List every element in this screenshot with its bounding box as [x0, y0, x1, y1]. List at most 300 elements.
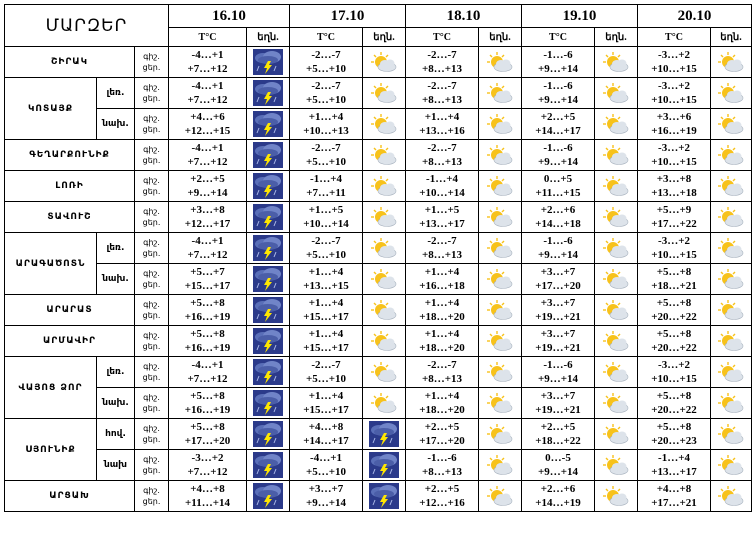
weather-cell	[711, 171, 752, 202]
weather-header: եղն.	[247, 28, 290, 47]
partly-cloudy-icon	[486, 237, 514, 259]
temp-header: T°C	[522, 28, 595, 47]
weather-cell	[363, 481, 406, 512]
day-temp: +12…+17	[184, 218, 231, 230]
night-temp: -4…+1	[191, 235, 224, 247]
partly-cloudy-icon	[486, 144, 514, 166]
day-temp: +5…+10	[305, 373, 347, 385]
night-temp: -2…-7	[427, 49, 457, 61]
weather-cell	[479, 109, 522, 140]
weather-cell	[711, 264, 752, 295]
night-temp: -1…-6	[427, 452, 457, 464]
day-temp: +13…+15	[303, 280, 349, 292]
night-label: գիշ.	[143, 114, 160, 123]
day-temp: +17…+22	[651, 218, 697, 230]
night-temp: +4…+8	[308, 421, 344, 433]
temp-cell	[638, 109, 711, 140]
night-temp: 0…+5	[543, 173, 573, 185]
day-label: ցեր.	[142, 373, 161, 382]
temp-cell	[169, 357, 247, 388]
temp-header: T°C	[290, 28, 363, 47]
forecast-table	[4, 4, 752, 512]
temp-cell	[290, 357, 363, 388]
weather-cell	[247, 264, 290, 295]
weather-cell	[595, 202, 638, 233]
partly-cloudy-icon	[370, 392, 398, 414]
temp-cell	[406, 109, 479, 140]
night-temp: +4…+8	[190, 483, 225, 495]
day-temp: +16…+19	[184, 404, 231, 416]
partly-cloudy-icon	[602, 113, 630, 135]
night-temp: -4…+1	[310, 452, 342, 464]
subregion-label: լեռ.	[97, 233, 135, 264]
temp-cell	[290, 109, 363, 140]
temp-cell	[522, 78, 595, 109]
region-name: ԼՈՌԻ	[5, 171, 135, 202]
region-row	[5, 202, 752, 233]
day-temp: +19…+21	[535, 404, 581, 416]
night-label: գիշ.	[143, 393, 160, 402]
temp-cell	[169, 202, 247, 233]
partly-cloudy-icon	[602, 361, 630, 383]
weather-cell	[479, 326, 522, 357]
partly-cloudy-icon	[717, 82, 745, 104]
partly-cloudy-icon	[717, 392, 745, 414]
night-label: գիշ.	[143, 455, 160, 464]
weather-cell	[479, 450, 522, 481]
temp-cell	[522, 47, 595, 78]
weather-cell	[247, 326, 290, 357]
day-temp: +7…+12	[187, 466, 228, 478]
night-label: գիշ.	[143, 269, 160, 278]
subregion-label: հով.	[97, 419, 135, 450]
night-temp: +2…+5	[424, 421, 460, 433]
night-temp: -4…+1	[191, 359, 224, 371]
weather-cell	[247, 109, 290, 140]
region-name: ԳԵՂԱՐՔՈՒՆԻՔ	[5, 140, 135, 171]
day-temp: +12…+15	[184, 125, 231, 137]
temp-cell	[406, 233, 479, 264]
partly-cloudy-icon	[602, 454, 630, 476]
subregion-label: նախ.	[97, 388, 135, 419]
partly-cloudy-icon	[602, 423, 630, 445]
storm-icon	[369, 452, 399, 478]
day-temp: +5…+10	[305, 156, 347, 168]
region-name: ՎԱՅՈՑ ՁՈՐ	[5, 357, 97, 419]
day-temp: +18…+20	[419, 404, 465, 416]
region-row	[5, 450, 752, 481]
night-temp: +5…+8	[656, 390, 692, 402]
region-name: ԱՐՑԱԽ	[5, 481, 135, 512]
weather-cell	[595, 47, 638, 78]
partly-cloudy-icon	[486, 485, 514, 507]
day-temp: +20…+23	[651, 435, 697, 447]
day-temp: +11…+15	[535, 187, 581, 199]
night-temp: +4…+8	[656, 483, 692, 495]
day-temp: +10…+15	[651, 373, 697, 385]
temp-cell	[638, 202, 711, 233]
partly-cloudy-icon	[717, 485, 745, 507]
day-temp: +17…+20	[419, 435, 465, 447]
night-label: գիշ.	[143, 238, 160, 247]
region-name: ՏԱՎՈՒՇ	[5, 202, 135, 233]
night-temp: +4…+6	[190, 111, 225, 123]
night-label: գիշ.	[143, 176, 160, 185]
night-temp: +1…+4	[308, 111, 344, 123]
weather-cell	[363, 140, 406, 171]
temp-header: T°C	[638, 28, 711, 47]
region-row	[5, 233, 752, 264]
day-temp: +14…+17	[303, 435, 349, 447]
partly-cloudy-icon	[370, 175, 398, 197]
temp-cell	[169, 419, 247, 450]
weather-cell	[363, 78, 406, 109]
region-name: ԱՐԱՐԱՏ	[5, 295, 135, 326]
day-temp: +11…+14	[185, 497, 230, 509]
storm-icon	[369, 421, 399, 447]
weather-cell	[711, 233, 752, 264]
day-label: ցեր.	[142, 187, 161, 196]
weather-cell	[479, 78, 522, 109]
partly-cloudy-icon	[602, 206, 630, 228]
temp-cell	[638, 264, 711, 295]
weather-cell	[363, 357, 406, 388]
weather-cell	[247, 388, 290, 419]
day-temp: +16…+19	[184, 311, 231, 323]
day-temp: +20…+22	[651, 311, 697, 323]
temp-cell	[522, 140, 595, 171]
temp-cell	[638, 388, 711, 419]
partly-cloudy-icon	[370, 299, 398, 321]
weather-cell	[247, 171, 290, 202]
temp-cell	[290, 388, 363, 419]
partly-cloudy-icon	[717, 237, 745, 259]
partly-cloudy-icon	[486, 113, 514, 135]
day-temp: +13…+17	[651, 466, 697, 478]
partly-cloudy-icon	[602, 392, 630, 414]
weather-cell	[595, 419, 638, 450]
weather-cell	[363, 450, 406, 481]
night-temp: -2…-7	[311, 142, 341, 154]
weather-cell	[363, 264, 406, 295]
temp-cell	[169, 78, 247, 109]
date-header: 16.10	[169, 5, 290, 28]
night-temp: +2…+5	[540, 111, 576, 123]
region-row	[5, 326, 752, 357]
day-temp: +7…+12	[187, 373, 228, 385]
day-label: ցեր.	[142, 156, 161, 165]
day-temp: +9…+14	[187, 187, 228, 199]
day-temp: +18…+21	[651, 280, 697, 292]
temp-cell	[638, 326, 711, 357]
weather-header: եղն.	[595, 28, 638, 47]
temp-cell	[638, 171, 711, 202]
weather-cell	[247, 78, 290, 109]
weather-cell	[479, 388, 522, 419]
partly-cloudy-icon	[602, 237, 630, 259]
temp-cell	[522, 388, 595, 419]
day-night-label	[135, 357, 169, 388]
temp-cell	[290, 202, 363, 233]
temp-cell	[406, 388, 479, 419]
subregion-label: նախ.	[97, 264, 135, 295]
day-temp: +16…+18	[419, 280, 465, 292]
storm-icon	[253, 297, 283, 323]
temp-cell	[406, 47, 479, 78]
weather-cell	[479, 419, 522, 450]
date-header: 17.10	[290, 5, 406, 28]
night-temp: +3…+7	[540, 297, 576, 309]
day-temp: +16…+19	[651, 125, 697, 137]
day-temp: +9…+14	[537, 373, 579, 385]
day-temp: +18…+22	[535, 435, 581, 447]
region-row	[5, 109, 752, 140]
weather-cell	[711, 202, 752, 233]
weather-cell	[595, 450, 638, 481]
partly-cloudy-icon	[370, 206, 398, 228]
day-temp: +10…+14	[303, 218, 349, 230]
temp-cell	[290, 233, 363, 264]
storm-icon	[253, 483, 283, 509]
weather-cell	[595, 233, 638, 264]
weather-cell	[479, 202, 522, 233]
day-temp: +10…+15	[651, 249, 697, 261]
weather-cell	[479, 295, 522, 326]
subregion-label: նախ	[97, 450, 135, 481]
weather-cell	[247, 295, 290, 326]
temp-cell	[290, 171, 363, 202]
partly-cloudy-icon	[486, 82, 514, 104]
temp-cell	[169, 233, 247, 264]
weather-cell	[595, 264, 638, 295]
night-temp: +5…+8	[190, 421, 225, 433]
partly-cloudy-icon	[717, 144, 745, 166]
night-temp: -3…+2	[191, 452, 224, 464]
temp-cell	[169, 295, 247, 326]
weather-cell	[247, 419, 290, 450]
day-temp: +7…+12	[187, 249, 228, 261]
night-temp: +5…+8	[656, 421, 692, 433]
partly-cloudy-icon	[602, 268, 630, 290]
day-temp: +16…+19	[184, 342, 231, 354]
weather-cell	[247, 202, 290, 233]
night-temp: -3…+2	[658, 235, 690, 247]
temp-cell	[522, 202, 595, 233]
temp-cell	[290, 326, 363, 357]
temp-cell	[638, 481, 711, 512]
night-temp: -2…-7	[427, 359, 457, 371]
temp-cell	[638, 47, 711, 78]
weather-cell	[363, 326, 406, 357]
weather-cell	[479, 47, 522, 78]
temp-cell	[169, 140, 247, 171]
night-temp: -2…-7	[427, 142, 457, 154]
weather-cell	[363, 419, 406, 450]
day-night-label	[135, 388, 169, 419]
day-temp: +9…+14	[537, 156, 579, 168]
night-temp: -2…-7	[311, 80, 341, 92]
storm-icon	[253, 328, 283, 354]
day-temp: +20…+22	[651, 404, 697, 416]
night-temp: +1…+4	[308, 297, 344, 309]
day-night-label	[135, 171, 169, 202]
day-temp: +7…+12	[187, 156, 228, 168]
temp-cell	[638, 233, 711, 264]
temp-cell	[169, 47, 247, 78]
partly-cloudy-icon	[370, 51, 398, 73]
partly-cloudy-icon	[717, 299, 745, 321]
weather-cell	[595, 326, 638, 357]
day-label: ցեր.	[142, 63, 161, 72]
day-night-label	[135, 202, 169, 233]
night-temp: +1…+5	[308, 204, 344, 216]
partly-cloudy-icon	[370, 268, 398, 290]
day-temp: +9…+14	[537, 94, 579, 106]
night-temp: -4…+1	[191, 49, 224, 61]
subregion-label: լեռ.	[97, 78, 135, 109]
day-temp: +14…+17	[535, 125, 581, 137]
day-night-label	[135, 481, 169, 512]
night-temp: +5…+7	[190, 266, 225, 278]
day-temp: +18…+20	[419, 342, 465, 354]
weather-cell	[479, 264, 522, 295]
weather-cell	[363, 388, 406, 419]
night-temp: +3…+7	[308, 483, 344, 495]
storm-icon	[253, 142, 283, 168]
night-temp: -2…-7	[311, 235, 341, 247]
partly-cloudy-icon	[486, 330, 514, 352]
temp-cell	[290, 140, 363, 171]
day-night-label	[135, 264, 169, 295]
storm-icon	[253, 49, 283, 75]
partly-cloudy-icon	[602, 485, 630, 507]
partly-cloudy-icon	[717, 51, 745, 73]
weather-cell	[479, 171, 522, 202]
day-temp: +9…+14	[537, 63, 579, 75]
weather-cell	[595, 295, 638, 326]
temp-cell	[290, 47, 363, 78]
weather-cell	[247, 140, 290, 171]
partly-cloudy-icon	[486, 175, 514, 197]
day-temp: +9…+14	[537, 466, 579, 478]
day-night-label	[135, 78, 169, 109]
day-night-label	[135, 326, 169, 357]
night-temp: -1…-6	[543, 235, 573, 247]
partly-cloudy-icon	[370, 330, 398, 352]
night-label: գիշ.	[143, 331, 160, 340]
day-temp: +15…+17	[303, 311, 349, 323]
region-name: ԱՐՄԱՎԻՐ	[5, 326, 135, 357]
weather-cell	[711, 481, 752, 512]
day-temp: +10…+15	[651, 156, 697, 168]
weather-cell	[247, 450, 290, 481]
temp-cell	[169, 388, 247, 419]
night-temp: -1…+4	[658, 452, 690, 464]
night-temp: +3…+8	[190, 204, 225, 216]
temp-cell	[406, 326, 479, 357]
temp-cell	[169, 109, 247, 140]
night-temp: +3…+7	[540, 390, 576, 402]
night-temp: -3…+2	[658, 80, 690, 92]
subregion-label: լեռ.	[97, 357, 135, 388]
partly-cloudy-icon	[370, 237, 398, 259]
temp-cell	[522, 481, 595, 512]
night-label: գիշ.	[143, 424, 160, 433]
partly-cloudy-icon	[486, 423, 514, 445]
temp-cell	[290, 264, 363, 295]
region-row	[5, 295, 752, 326]
storm-icon	[253, 204, 283, 230]
day-temp: +17…+20	[535, 280, 581, 292]
night-temp: +1…+4	[308, 328, 344, 340]
night-temp: +1…+4	[424, 111, 460, 123]
night-temp: +5…+8	[190, 390, 225, 402]
temp-cell	[638, 78, 711, 109]
day-temp: +14…+18	[535, 218, 581, 230]
night-temp: -1…+4	[310, 173, 342, 185]
day-temp: +13…+17	[419, 218, 465, 230]
partly-cloudy-icon	[486, 51, 514, 73]
night-label: գիշ.	[143, 145, 160, 154]
partly-cloudy-icon	[602, 175, 630, 197]
day-temp: +5…+10	[305, 94, 347, 106]
night-temp: +2…+5	[424, 483, 460, 495]
night-temp: -1…-6	[543, 49, 573, 61]
night-temp: -1…+4	[426, 173, 458, 185]
temp-cell	[406, 78, 479, 109]
night-temp: +1…+4	[308, 390, 344, 402]
day-label: ցեր.	[142, 404, 161, 413]
storm-icon	[253, 173, 283, 199]
day-temp: +9…+14	[305, 497, 347, 509]
night-temp: -1…-6	[543, 359, 573, 371]
day-temp: +14…+19	[535, 497, 581, 509]
weather-cell	[363, 295, 406, 326]
storm-icon	[253, 266, 283, 292]
temp-cell	[290, 419, 363, 450]
partly-cloudy-icon	[602, 299, 630, 321]
temp-cell	[406, 450, 479, 481]
region-name: ԿՈՏԱՅՔ	[5, 78, 97, 140]
temp-cell	[406, 357, 479, 388]
storm-icon	[253, 80, 283, 106]
day-temp: +9…+14	[537, 249, 579, 261]
table-title: ՄԱՐԶԵՐ	[5, 5, 169, 47]
night-temp: -4…+1	[191, 80, 224, 92]
region-row	[5, 388, 752, 419]
weather-cell	[595, 357, 638, 388]
temp-header: T°C	[169, 28, 247, 47]
partly-cloudy-icon	[717, 330, 745, 352]
partly-cloudy-icon	[717, 113, 745, 135]
partly-cloudy-icon	[602, 330, 630, 352]
partly-cloudy-icon	[370, 361, 398, 383]
temp-cell	[406, 264, 479, 295]
date-header: 18.10	[406, 5, 522, 28]
weather-header: եղն.	[479, 28, 522, 47]
weather-cell	[247, 233, 290, 264]
weather-cell	[711, 388, 752, 419]
weather-cell	[711, 326, 752, 357]
weather-cell	[247, 481, 290, 512]
region-row	[5, 171, 752, 202]
weather-header: եղն.	[711, 28, 752, 47]
night-temp: -3…+2	[658, 142, 690, 154]
night-temp: +1…+4	[424, 390, 460, 402]
temp-cell	[638, 295, 711, 326]
day-temp: +10…+15	[651, 94, 697, 106]
temp-cell	[522, 264, 595, 295]
